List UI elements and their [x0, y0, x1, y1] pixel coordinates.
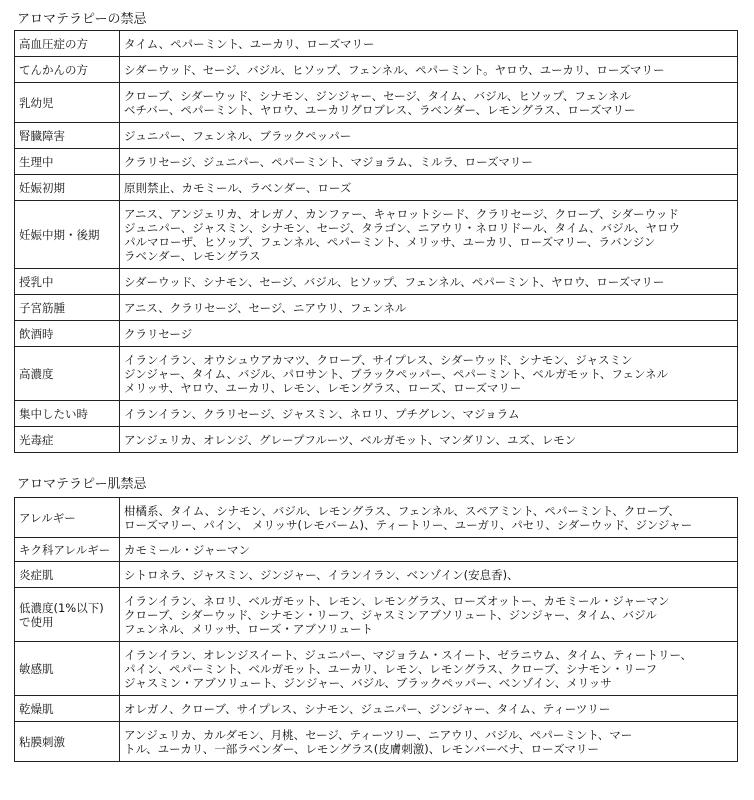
row-label: 腎臓障害 [15, 123, 120, 149]
row-value: イランイラン、オレンジスイート、ジュニパー、マジョラム・スイート、ゼラニウム、タイム、ティートリー、 パイン、ペパーミント、ベルガモット、ユーカリ、レモン、レモングラス、クローブ、シナモン・リーフ ジャスミン・アブソリュート、ジンジャー、バジル、ブラックペッパー、ベンゾイン、メリッサ [120, 642, 738, 696]
row-value: アニス、クラリセージ、セージ、ニアウリ、フェンネル [120, 295, 738, 321]
row-label: 敏感肌 [15, 642, 120, 696]
table-row [15, 149, 738, 175]
table-row [15, 642, 738, 696]
row-label: 妊娠初期 [15, 175, 120, 201]
row-label: てんかんの方 [15, 57, 120, 83]
row-value: アンジェリカ、カルダモン、月桃、セージ、ティーツリー、ニアウリ、バジル、ペパーミント、マー トル、ユーカリ、一部ラベンダー、レモングラス(皮膚刺激)、レモンバーベナ、ローズマリー [120, 722, 738, 762]
row-value: クラリセージ、ジュニパー、ペパーミント、マジョラム、ミルラ、ローズマリー [120, 149, 738, 175]
row-label: 光毒症 [15, 427, 120, 453]
row-value: シトロネラ、ジャスミン、ジンジャー、イランイラン、ベンゾイン(安息香)、 [120, 562, 738, 588]
table-row [15, 722, 738, 762]
table-row [15, 498, 738, 538]
section-title-contraindications: アロマテラピーの禁忌 [17, 12, 147, 27]
table-row [15, 401, 738, 427]
row-value: カモミール・ジャーマン [120, 538, 738, 562]
table-row [15, 83, 738, 123]
row-label: 授乳中 [15, 269, 120, 295]
skin-contraindications-table [14, 497, 738, 762]
row-label: 生理中 [15, 149, 120, 175]
table-row [15, 538, 738, 562]
row-label: 妊娠中期・後期 [15, 201, 120, 269]
row-value: クラリセージ [120, 321, 738, 347]
row-value: オレガノ、クローブ、サイプレス、シナモン、ジュニパー、ジンジャー、タイム、ティーツリー [120, 696, 738, 722]
row-label: 炎症肌 [15, 562, 120, 588]
row-label: 乾燥肌 [15, 696, 120, 722]
row-label: 高濃度 [15, 347, 120, 401]
table-row [15, 427, 738, 453]
row-label: 粘膜刺激 [15, 722, 120, 762]
row-value: シダーウッド、シナモン、セージ、バジル、ヒソップ、フェンネル、ペパーミント、ヤロウ、ローズマリー [120, 269, 738, 295]
row-value: ジュニパー、フェンネル、ブラックペッパー [120, 123, 738, 149]
row-value: シダーウッド、セージ、バジル、ヒソップ、フェンネル、ペパーミント。ヤロウ、ユーカリ、ローズマリー [120, 57, 738, 83]
row-value: タイム、ペパーミント、ユーカリ、ローズマリー [120, 31, 738, 57]
row-label: 高血圧症の方 [15, 31, 120, 57]
table-row [15, 696, 738, 722]
table-row [15, 321, 738, 347]
row-label: 集中したい時 [15, 401, 120, 427]
row-value: イランイラン、クラリセージ、ジャスミン、ネロリ、プチグレン、マジョラム [120, 401, 738, 427]
row-value: イランイラン、ネロリ、ベルガモット、レモン、レモングラス、ローズオットー、カモミール・ジャーマン クローブ、シダーウッド、シナモン・リーフ、ジャスミンアブソリュート、ジンジャー、タイム、バジル フェンネル、メリッサ、ローズ・アブソリュート [120, 588, 738, 642]
row-value: アニス、アンジェリカ、オレガノ、カンファー、キャロットシード、クラリセージ、クローブ、シダーウッド ジュニパー、ジャスミン、シナモン、セージ、タラゴン、ニアウリ・ネロリドール、タイム、バジル、ヤロウ パルマローザ、ヒソップ、フェンネル、ペパーミント、メリッサ、ユーカリ、ローズマリー、ラバンジン ラベンダー、レモングラス [120, 201, 738, 269]
contraindications-table [14, 30, 738, 453]
table-row [15, 347, 738, 401]
table-row [15, 295, 738, 321]
row-value: 原則禁止、カモミール、ラベンダー、ローズ [120, 175, 738, 201]
table-row [15, 562, 738, 588]
table-row [15, 31, 738, 57]
table-row [15, 269, 738, 295]
section-title-skin-contraindications: アロマテラピー肌禁忌 [17, 477, 147, 492]
row-label: キク科アレルギー [15, 538, 120, 562]
table-row [15, 175, 738, 201]
table-row [15, 123, 738, 149]
row-label: 低濃度(1%以下) で使用 [15, 588, 120, 642]
table-row [15, 588, 738, 642]
row-label: 乳幼児 [15, 83, 120, 123]
table-row [15, 201, 738, 269]
row-label: 子宮筋腫 [15, 295, 120, 321]
row-value: 柑橘系、タイム、シナモン、バジル、レモングラス、フェンネル、スペアミント、ペパーミント、クローブ、 ローズマリー、パイン、 メリッサ(レモバーム)、ティートリー、ユーガリ、パセリ、シダーウッド、ジンジャー [120, 498, 738, 538]
row-value: クローブ、シダーウッド、シナモン、ジンジャー、セージ、タイム、バジル、ヒソップ、フェンネル ベチバー、ペパーミント、ヤロウ、ユーカリグロブレス、ラベンダー、レモングラス、ローズマリー [120, 83, 738, 123]
table-row [15, 57, 738, 83]
row-label: アレルギー [15, 498, 120, 538]
row-value: アンジェリカ、オレンジ、グレープフルーツ、ベルガモット、マンダリン、ユズ、レモン [120, 427, 738, 453]
row-value: イランイラン、オウシュウアカマツ、クローブ、サイプレス、シダーウッド、シナモン、ジャスミン ジンジャー、タイム、バジル、パロサント、ブラックペッパー、ペパーミント、ベルガモット、フェンネル メリッサ、ヤロウ、ユーカリ、レモン、レモングラス、ローズ、ローズマリー [120, 347, 738, 401]
row-label: 飲酒時 [15, 321, 120, 347]
